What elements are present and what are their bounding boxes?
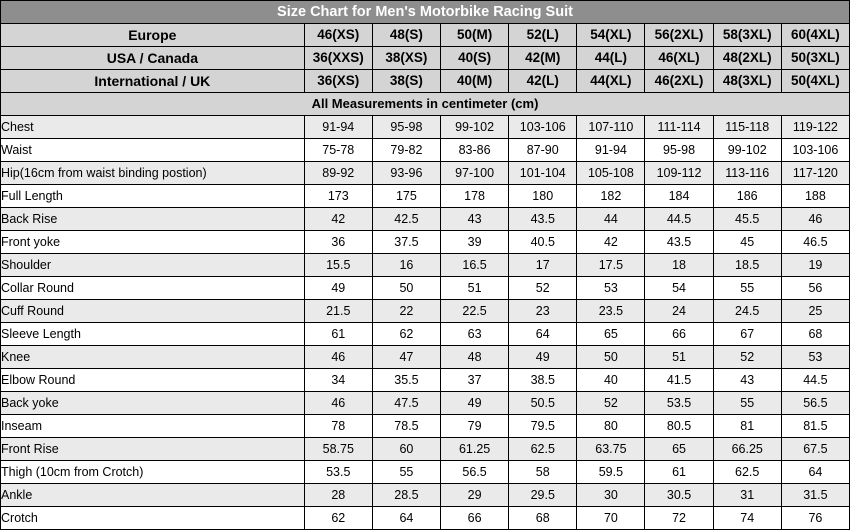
cell-value: 72 (645, 507, 713, 530)
cell-value: 66.25 (713, 438, 781, 461)
cell-value: 63 (441, 323, 509, 346)
cell-value: 30 (577, 484, 645, 507)
cell-value: 56 (781, 277, 849, 300)
cell-value: 80 (577, 415, 645, 438)
cell-value: 29.5 (509, 484, 577, 507)
row-label: Thigh (10cm from Crotch) (1, 461, 305, 484)
cell-value: 44 (577, 208, 645, 231)
cell-value: 65 (645, 438, 713, 461)
region-row-usa-canada (1, 47, 850, 70)
size-header: 52(L) (509, 24, 577, 47)
cell-value: 44.5 (645, 208, 713, 231)
table-row (1, 415, 850, 438)
cell-value: 58.75 (304, 438, 372, 461)
cell-value: 22 (372, 300, 440, 323)
cell-value: 31 (713, 484, 781, 507)
cell-value: 52 (713, 346, 781, 369)
table-row (1, 461, 850, 484)
cell-value: 52 (509, 277, 577, 300)
row-label: Chest (1, 116, 305, 139)
cell-value: 50 (372, 277, 440, 300)
table-row (1, 300, 850, 323)
cell-value: 63.75 (577, 438, 645, 461)
region-label-usa-canada: USA / Canada (1, 47, 305, 70)
cell-value: 43.5 (509, 208, 577, 231)
cell-value: 47 (372, 346, 440, 369)
cell-value: 50.5 (509, 392, 577, 415)
row-label: Front Rise (1, 438, 305, 461)
cell-value: 111-114 (645, 116, 713, 139)
cell-value: 62 (304, 507, 372, 530)
cell-value: 78 (304, 415, 372, 438)
cell-value: 45 (713, 231, 781, 254)
cell-value: 91-94 (304, 116, 372, 139)
cell-value: 16 (372, 254, 440, 277)
row-label: Crotch (1, 507, 305, 530)
table-row (1, 185, 850, 208)
cell-value: 81 (713, 415, 781, 438)
row-label: Waist (1, 139, 305, 162)
size-header: 36(XXS) (304, 47, 372, 70)
region-label-international-uk: International / UK (1, 70, 305, 93)
cell-value: 119-122 (781, 116, 849, 139)
row-label: Collar Round (1, 277, 305, 300)
cell-value: 23.5 (577, 300, 645, 323)
cell-value: 49 (441, 392, 509, 415)
cell-value: 17 (509, 254, 577, 277)
cell-value: 15.5 (304, 254, 372, 277)
cell-value: 56.5 (441, 461, 509, 484)
title-row (1, 1, 850, 24)
cell-value: 35.5 (372, 369, 440, 392)
cell-value: 44.5 (781, 369, 849, 392)
cell-value: 37.5 (372, 231, 440, 254)
size-header: 40(S) (441, 47, 509, 70)
size-header: 42(L) (509, 70, 577, 93)
size-header: 50(3XL) (781, 47, 849, 70)
cell-value: 39 (441, 231, 509, 254)
cell-value: 53 (577, 277, 645, 300)
cell-value: 43 (713, 369, 781, 392)
cell-value: 48 (441, 346, 509, 369)
cell-value: 49 (304, 277, 372, 300)
row-label: Back yoke (1, 392, 305, 415)
cell-value: 180 (509, 185, 577, 208)
size-header: 38(XS) (372, 47, 440, 70)
cell-value: 22.5 (441, 300, 509, 323)
size-header: 46(XS) (304, 24, 372, 47)
cell-value: 42.5 (372, 208, 440, 231)
cell-value: 45.5 (713, 208, 781, 231)
cell-value: 178 (441, 185, 509, 208)
cell-value: 93-96 (372, 162, 440, 185)
size-header: 46(2XL) (645, 70, 713, 93)
cell-value: 105-108 (577, 162, 645, 185)
row-label: Full Length (1, 185, 305, 208)
table-row (1, 323, 850, 346)
row-label: Knee (1, 346, 305, 369)
cell-value: 46.5 (781, 231, 849, 254)
cell-value: 49 (509, 346, 577, 369)
cell-value: 70 (577, 507, 645, 530)
table-row (1, 116, 850, 139)
cell-value: 28.5 (372, 484, 440, 507)
size-header: 60(4XL) (781, 24, 849, 47)
row-label: Elbow Round (1, 369, 305, 392)
size-header: 46(XL) (645, 47, 713, 70)
row-label: Ankle (1, 484, 305, 507)
size-chart-body (1, 1, 850, 530)
cell-value: 68 (781, 323, 849, 346)
table-row (1, 369, 850, 392)
cell-value: 75-78 (304, 139, 372, 162)
cell-value: 61 (304, 323, 372, 346)
size-header: 40(M) (441, 70, 509, 93)
cell-value: 115-118 (713, 116, 781, 139)
size-header: 38(S) (372, 70, 440, 93)
size-header: 58(3XL) (713, 24, 781, 47)
row-label: Front yoke (1, 231, 305, 254)
cell-value: 188 (781, 185, 849, 208)
cell-value: 186 (713, 185, 781, 208)
cell-value: 113-116 (713, 162, 781, 185)
cell-value: 51 (645, 346, 713, 369)
table-row (1, 208, 850, 231)
cell-value: 46 (781, 208, 849, 231)
measurement-note: All Measurements in centimeter (cm) (1, 93, 850, 116)
cell-value: 34 (304, 369, 372, 392)
size-header: 56(2XL) (645, 24, 713, 47)
cell-value: 58 (509, 461, 577, 484)
table-row (1, 254, 850, 277)
cell-value: 30.5 (645, 484, 713, 507)
cell-value: 16.5 (441, 254, 509, 277)
size-header: 54(XL) (577, 24, 645, 47)
table-row (1, 346, 850, 369)
cell-value: 46 (304, 392, 372, 415)
size-header: 50(4XL) (781, 70, 849, 93)
cell-value: 78.5 (372, 415, 440, 438)
cell-value: 24 (645, 300, 713, 323)
cell-value: 55 (713, 277, 781, 300)
cell-value: 87-90 (509, 139, 577, 162)
cell-value: 81.5 (781, 415, 849, 438)
cell-value: 54 (645, 277, 713, 300)
table-row (1, 507, 850, 530)
cell-value: 91-94 (577, 139, 645, 162)
cell-value: 61.25 (441, 438, 509, 461)
cell-value: 62 (372, 323, 440, 346)
size-header: 44(L) (577, 47, 645, 70)
size-header: 50(M) (441, 24, 509, 47)
size-header: 36(XS) (304, 70, 372, 93)
cell-value: 184 (645, 185, 713, 208)
cell-value: 79-82 (372, 139, 440, 162)
cell-value: 18 (645, 254, 713, 277)
row-label: Shoulder (1, 254, 305, 277)
cell-value: 182 (577, 185, 645, 208)
cell-value: 43 (441, 208, 509, 231)
cell-value: 68 (509, 507, 577, 530)
cell-value: 101-104 (509, 162, 577, 185)
cell-value: 99-102 (441, 116, 509, 139)
cell-value: 43.5 (645, 231, 713, 254)
cell-value: 40 (577, 369, 645, 392)
cell-value: 89-92 (304, 162, 372, 185)
cell-value: 18.5 (713, 254, 781, 277)
cell-value: 103-106 (509, 116, 577, 139)
cell-value: 21.5 (304, 300, 372, 323)
cell-value: 67.5 (781, 438, 849, 461)
row-label: Inseam (1, 415, 305, 438)
size-header: 48(2XL) (713, 47, 781, 70)
cell-value: 53.5 (645, 392, 713, 415)
row-label: Sleeve Length (1, 323, 305, 346)
cell-value: 51 (441, 277, 509, 300)
cell-value: 41.5 (645, 369, 713, 392)
cell-value: 76 (781, 507, 849, 530)
cell-value: 55 (713, 392, 781, 415)
table-row (1, 392, 850, 415)
cell-value: 64 (372, 507, 440, 530)
cell-value: 23 (509, 300, 577, 323)
cell-value: 60 (372, 438, 440, 461)
cell-value: 109-112 (645, 162, 713, 185)
cell-value: 62.5 (509, 438, 577, 461)
cell-value: 62.5 (713, 461, 781, 484)
cell-value: 103-106 (781, 139, 849, 162)
cell-value: 46 (304, 346, 372, 369)
cell-value: 37 (441, 369, 509, 392)
cell-value: 97-100 (441, 162, 509, 185)
measurement-note-row (1, 93, 850, 116)
region-row-international-uk (1, 70, 850, 93)
region-row-europe (1, 24, 850, 47)
table-row (1, 438, 850, 461)
table-row (1, 162, 850, 185)
cell-value: 42 (304, 208, 372, 231)
cell-value: 50 (577, 346, 645, 369)
cell-value: 117-120 (781, 162, 849, 185)
cell-value: 64 (509, 323, 577, 346)
row-label: Back Rise (1, 208, 305, 231)
cell-value: 28 (304, 484, 372, 507)
cell-value: 83-86 (441, 139, 509, 162)
cell-value: 59.5 (577, 461, 645, 484)
cell-value: 95-98 (372, 116, 440, 139)
cell-value: 38.5 (509, 369, 577, 392)
cell-value: 52 (577, 392, 645, 415)
cell-value: 53 (781, 346, 849, 369)
cell-value: 79 (441, 415, 509, 438)
cell-value: 42 (577, 231, 645, 254)
cell-value: 64 (781, 461, 849, 484)
cell-value: 36 (304, 231, 372, 254)
cell-value: 17.5 (577, 254, 645, 277)
cell-value: 74 (713, 507, 781, 530)
cell-value: 107-110 (577, 116, 645, 139)
chart-title: Size Chart for Men's Motorbike Racing Suit (1, 1, 850, 24)
size-header: 44(XL) (577, 70, 645, 93)
cell-value: 80.5 (645, 415, 713, 438)
cell-value: 47.5 (372, 392, 440, 415)
table-row (1, 231, 850, 254)
cell-value: 95-98 (645, 139, 713, 162)
cell-value: 40.5 (509, 231, 577, 254)
cell-value: 67 (713, 323, 781, 346)
cell-value: 61 (645, 461, 713, 484)
cell-value: 53.5 (304, 461, 372, 484)
cell-value: 66 (441, 507, 509, 530)
cell-value: 31.5 (781, 484, 849, 507)
cell-value: 66 (645, 323, 713, 346)
row-label: Hip(16cm from waist binding postion) (1, 162, 305, 185)
size-header: 42(M) (509, 47, 577, 70)
cell-value: 55 (372, 461, 440, 484)
cell-value: 79.5 (509, 415, 577, 438)
cell-value: 99-102 (713, 139, 781, 162)
cell-value: 65 (577, 323, 645, 346)
size-header: 48(S) (372, 24, 440, 47)
cell-value: 175 (372, 185, 440, 208)
cell-value: 173 (304, 185, 372, 208)
cell-value: 29 (441, 484, 509, 507)
region-label-europe: Europe (1, 24, 305, 47)
row-label: Cuff Round (1, 300, 305, 323)
cell-value: 56.5 (781, 392, 849, 415)
cell-value: 19 (781, 254, 849, 277)
table-row (1, 484, 850, 507)
table-row (1, 139, 850, 162)
cell-value: 25 (781, 300, 849, 323)
size-header: 48(3XL) (713, 70, 781, 93)
cell-value: 24.5 (713, 300, 781, 323)
table-row (1, 277, 850, 300)
